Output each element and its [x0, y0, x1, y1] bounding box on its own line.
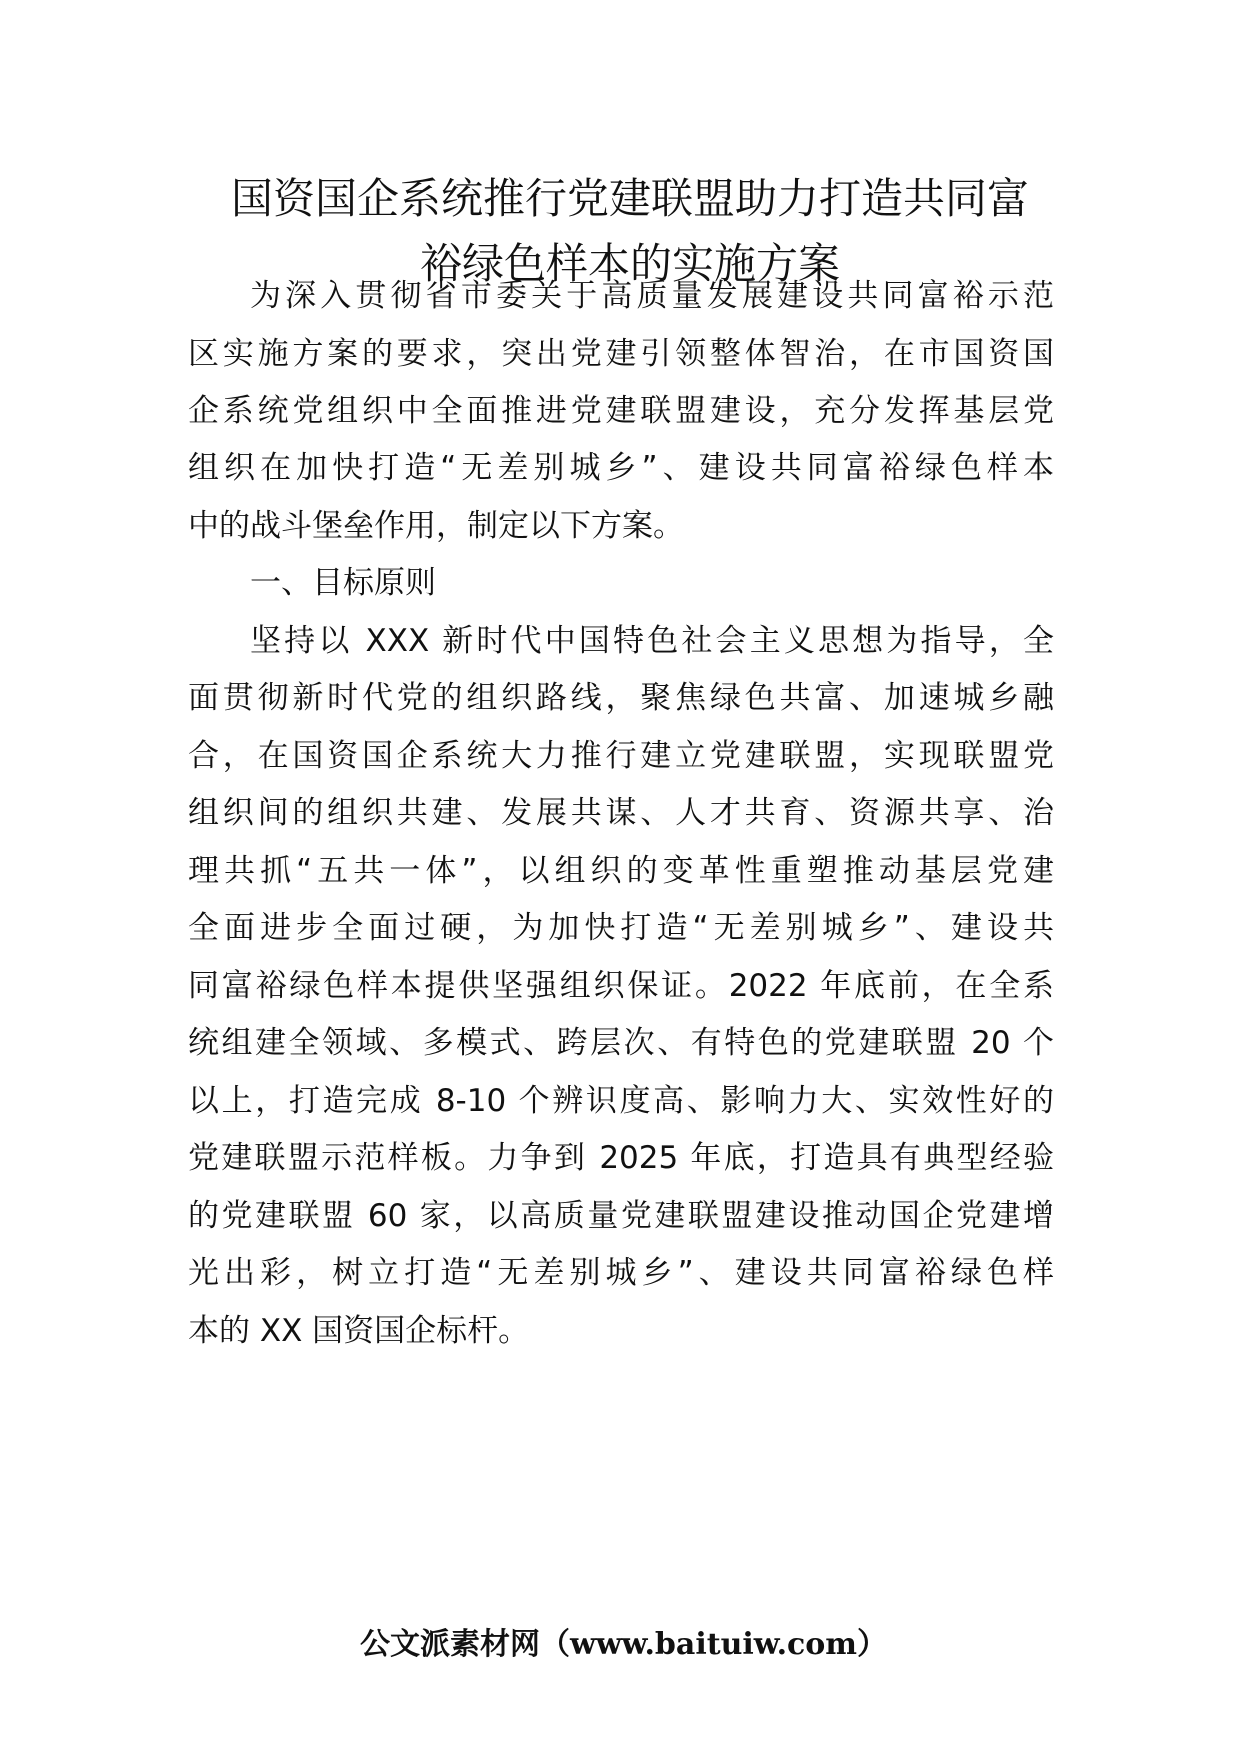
paragraph-2-line-9: 以上，打造完成 8-10 个辨识度高、影响力大、实效性好的	[188, 1083, 1054, 1119]
paragraph-2-line-11: 的党建联盟 60 家，以高质量党建联盟建设推动国企党建增	[188, 1198, 1054, 1234]
paragraph-1-line-3: 企系统党组织中全面推进党建联盟建设，充分发挥基层党	[188, 393, 1054, 429]
paragraph-1-line-4: 组织在加快打造“无差别城乡”、建设共同富裕绿色样本	[188, 450, 1054, 486]
paragraph-1-line-5: 中的战斗堡垒作用，制定以下方案。	[188, 508, 684, 544]
title-line-1: 国资国企系统推行党建联盟助力打造共同富	[230, 174, 1029, 223]
paragraph-2-line-2: 面贯彻新时代党的组织路线，聚焦绿色共富、加速城乡融	[188, 680, 1054, 716]
paragraph-2-line-5: 理共抓“五共一体”，以组织的变革性重塑推动基层党建	[188, 853, 1054, 889]
paragraph-2-line-1: 坚持以 XXX 新时代中国特色社会主义思想为指导，全	[250, 623, 1054, 659]
section-heading-1: 一、目标原则	[250, 565, 436, 601]
paragraph-2-line-8: 统组建全领域、多模式、跨层次、有特色的党建联盟 20 个	[188, 1025, 1054, 1061]
paragraph-1-line-2: 区实施方案的要求，突出党建引领整体智治，在市国资国	[188, 336, 1054, 372]
title-line-2: 裕绿色样本的实施方案	[419, 239, 840, 288]
paragraph-2-line-10: 党建联盟示范样板。力争到 2025 年底，打造具有典型经验	[188, 1140, 1054, 1176]
paragraph-1-line-1: 为深入贯彻省市委关于高质量发展建设共同富裕示范	[250, 278, 1054, 314]
paragraph-2-line-3: 合，在国资国企系统大力推行建立党建联盟，实现联盟党	[188, 738, 1054, 774]
paragraph-2-line-13: 本的 XX 国资国企标杆。	[188, 1313, 530, 1349]
source-footer: 公文派素材网（www.baituiw.com）	[360, 1627, 888, 1662]
paragraph-2-line-12: 光出彩，树立打造“无差别城乡”、建设共同富裕绿色样	[188, 1255, 1054, 1291]
paragraph-2-line-4: 组织间的组织共建、发展共谋、人才共育、资源共享、治	[188, 795, 1054, 831]
paragraph-2-line-6: 全面进步全面过硬，为加快打造“无差别城乡”、建设共	[188, 910, 1054, 946]
paragraph-2-line-7: 同富裕绿色样本提供坚强组织保证。2022 年底前，在全系	[188, 968, 1054, 1004]
